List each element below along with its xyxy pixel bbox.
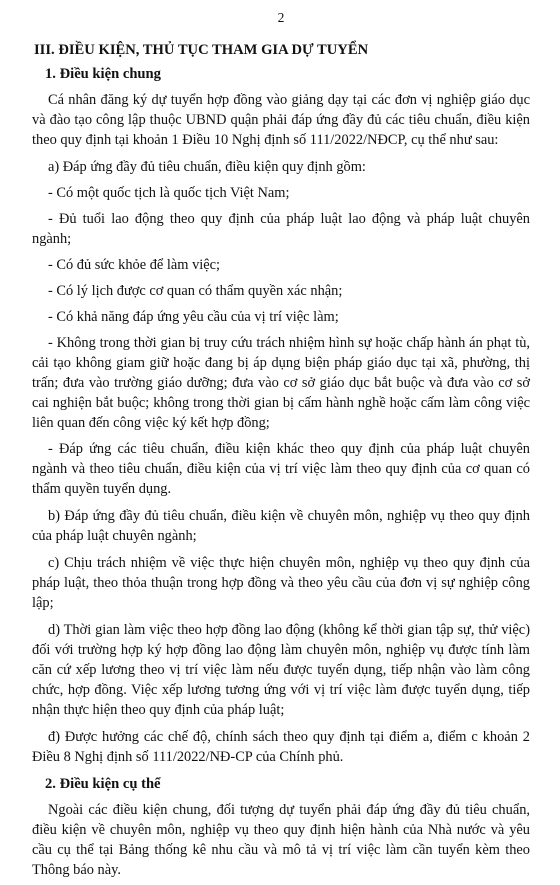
subsection-2-title: 2. Điều kiện cụ thể [45, 776, 161, 792]
item-c: c) Chịu trách nhiệm về việc thực hiện chuyên môn, nghiệp vụ theo quy định của pháp luật, theo thỏa thuận trong hợp đồng và theo yêu cầu của đơn vị sự nghiệp công lập; [32, 555, 530, 611]
bullet-health: - Có đủ sức khỏe để làm việc; [48, 257, 221, 273]
section-title: III. ĐIỀU KIỆN, THỦ TỤC THAM GIA DỰ TUYỂN [34, 42, 369, 58]
intro-paragraph: Cá nhân đăng ký dự tuyển hợp đồng vào giảng dạy tại các đơn vị nghiệp giáo dục và đào tạo công lập thuộc UBND quận phải đáp ứng đầy đủ các tiêu chuẩn, điều kiện theo quy định tại khoản 1 Điều 10 Nghị định số 111/2022/NĐCP, cụ thể như sau: [32, 92, 530, 148]
item-dd: đ) Được hưởng các chế độ, chính sách theo quy định tại điểm a, điểm c khoản 2 Điều 8 Nghị định số 111/2022/NĐ-CP của Chính phủ. [32, 729, 530, 765]
subsection-1-title: 1. Điều kiện chung [45, 66, 161, 82]
bullet-other-standards: - Đáp ứng các tiêu chuẩn, điều kiện khác theo quy định của pháp luật chuyên ngành và theo tiêu chuẩn, điều kiện của vị trí việc làm theo quy định của cơ quan có thẩm quyền tuyển dụng. [32, 441, 530, 497]
bullet-job-ability: - Có khả năng đáp ứng yêu cầu của vị trí việc làm; [48, 309, 339, 325]
bullet-no-prosecution: - Không trong thời gian bị truy cứu trách nhiệm hình sự hoặc chấp hành án phạt tù, cải tạo không giam giữ hoặc đang bị áp dụng biện pháp giáo dục tại xã, phường, thị trấn; đưa vào trường giáo dưỡng; đưa vào cơ sở giáo dục bắt buộc và đưa vào cơ sở cai nghiện bắt buộc; không trong thời gian bị cấm hành nghề hoặc cấm làm công việc liên quan đến công việc ký kết hợp đồng; [32, 335, 530, 431]
bullet-background: - Có lý lịch được cơ quan có thẩm quyền xác nhận; [48, 283, 343, 299]
bullet-working-age: - Đủ tuổi lao động theo quy định của pháp luật lao động và pháp luật chuyên ngành; [32, 211, 530, 247]
page-number: 2 [277, 10, 285, 25]
bullet-nationality: - Có một quốc tịch là quốc tịch Việt Nam; [48, 185, 290, 201]
item-a: a) Đáp ứng đầy đủ tiêu chuẩn, điều kiện quy định gồm: [48, 159, 366, 175]
subsection-2-body: Ngoài các điều kiện chung, đối tượng dự tuyển phải đáp ứng đầy đủ tiêu chuẩn, điều kiện về chuyên môn, nghiệp vụ theo quy định hiện hành của Nhà nước và yêu cầu cụ thể tại Bảng thống kê nhu cầu và mô tả vị trí việc làm cần tuyển kèm theo Thông báo này. [32, 802, 530, 878]
item-b: b) Đáp ứng đầy đủ tiêu chuẩn, điều kiện về chuyên môn, nghiệp vụ theo quy định của pháp luật chuyên ngành; [32, 508, 530, 544]
item-d: d) Thời gian làm việc theo hợp đồng lao động (không kể thời gian tập sự, thử việc) đối với trường hợp ký hợp đồng lao động làm chuyên môn, nghiệp vụ được tính làm căn cứ xếp lương theo vị trí việc làm nếu được tuyển dụng, tiếp nhận vào làm công chức, hợp đồng. Việc xếp lương tương ứng với vị trí việc làm được tuyển dụng, tiếp nhận thực hiện theo quy định của pháp luật; [32, 622, 530, 718]
